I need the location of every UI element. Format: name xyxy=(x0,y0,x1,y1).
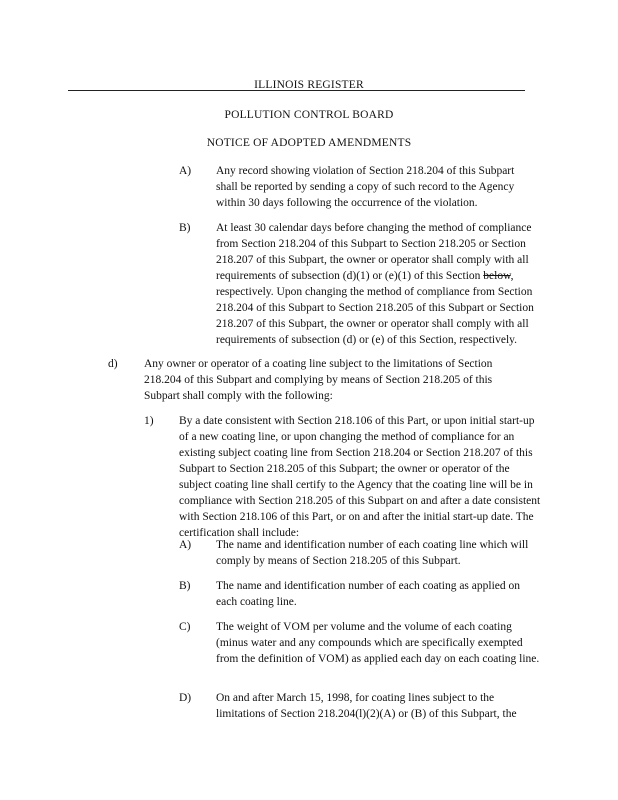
register-title: ILLINOIS REGISTER xyxy=(254,79,364,91)
item-text-d1a: The name and identification number of each coating line which will comply by means of Section 218.205 of this Subpart. xyxy=(216,539,529,567)
b-upper-struck-word: below xyxy=(483,270,511,282)
item-label-d1: 1) xyxy=(144,415,154,427)
agency-title: POLLUTION CONTROL BOARD xyxy=(224,109,394,121)
item-label-d: d) xyxy=(108,358,118,370)
item-label-d1b: B) xyxy=(179,580,191,592)
item-text-d1b: The name and identification number of each coating as applied on each coating line. xyxy=(216,580,520,608)
item-label-d1a: A) xyxy=(179,539,192,551)
b-upper-text-after: , respectively. Upon changing the method of compliance from Section 218.204 of this Subpart to Section 218.205 of this Subpart or Section 218.207 of this Subpart, the owner or operator shall comply with all requirements of subsection (d) or (e) of this Section, respectively. xyxy=(216,270,534,346)
item-text-b-upper xyxy=(216,220,542,348)
item-label-d1d: D) xyxy=(179,692,192,704)
item-label-a-upper: A) xyxy=(179,165,192,177)
header-rule xyxy=(68,90,525,91)
item-text-a-upper: Any record showing violation of Section 218.204 of this Subpart shall be reported by sending a copy of such record to the Agency within 30 days following the occurrence of the violation. xyxy=(216,165,515,209)
item-label-d1c: C) xyxy=(179,621,191,633)
item-label-b-upper: B) xyxy=(179,222,191,234)
item-text-d: Any owner or operator of a coating line subject to the limitations of Section 218.204 of this Subpart and complying by means of Section 218.205 of this Subpart shall comply with the following: xyxy=(144,358,493,402)
item-text-d1: By a date consistent with Section 218.106 of this Part, or upon initial start-up of a new coating line, or upon changing the method of compliance for an existing subject coating line from Section 218.204 or Section 218.207 of this Subpart to Section 218.205 of this Subpart; the owner or operator of the subject coating line shall certify to the Agency that the coating line will be in compliance with Section 218.205 of this Subpart on and after a date consistent with Section 218.106 of this Part, or on and after the initial start-up date. The certification shall include: xyxy=(179,415,541,539)
b-upper-text-before: At least 30 calendar days before changing the method of compliance from Section 218.204 of this Subpart to Section 218.205 or Section 218.207 of this Subpart, the owner or operator shall comply with all requirements of subsection (d)(1) or (e)(1) of this Section xyxy=(216,222,532,282)
item-text-d1d: On and after March 15, 1998, for coating lines subject to the limitations of Section 218.204(l)(2)(A) or (B) of this Subpart, the xyxy=(216,692,517,720)
item-text-d1c: The weight of VOM per volume and the volume of each coating (minus water and any compounds which are specifically exempted from the definition of VOM) as applied each day on each coating line. xyxy=(216,621,540,665)
notice-title: NOTICE OF ADOPTED AMENDMENTS xyxy=(206,137,412,149)
